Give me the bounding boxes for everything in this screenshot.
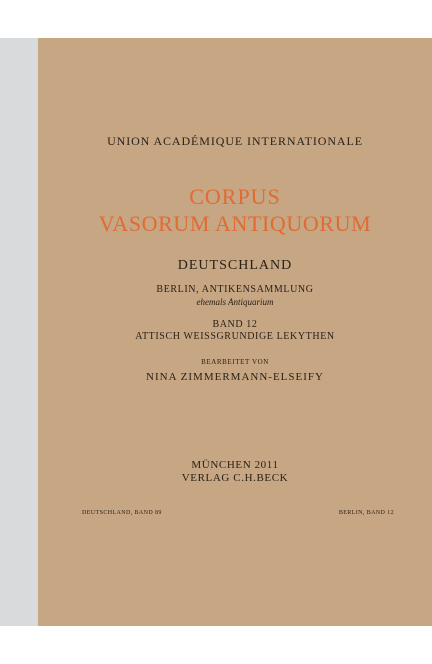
country: DEUTSCHLAND (177, 258, 293, 273)
footer-left: DEUTSCHLAND, BAND 89 (82, 510, 162, 516)
collection-former: ehemals Antiquarium (196, 297, 274, 307)
footer-right: BERLIN, BAND 12 (338, 510, 394, 516)
publisher-org: UNION ACADÉMIQUE INTERNATIONALE (107, 134, 363, 148)
book-cover (38, 38, 432, 626)
title-line-1: CORPUS (189, 184, 281, 209)
book-spine (0, 38, 38, 626)
collection: BERLIN, ANTIKENSAMMLUNG (156, 284, 314, 295)
place-year: MÜNCHEN 2011 (191, 459, 279, 471)
volume: BAND 12 (212, 319, 258, 330)
title-line-2: VASORUM ANTIQUORUM (98, 211, 372, 236)
subtitle: ATTISCH WEISSGRUNDIGE LEKYTHEN (135, 331, 335, 342)
author: NINA ZIMMERMANN-ELSEIFY (146, 371, 324, 383)
edited-by-label: BEARBEITET VON (201, 358, 269, 366)
publisher: VERLAG C.H.BECK (181, 472, 289, 484)
